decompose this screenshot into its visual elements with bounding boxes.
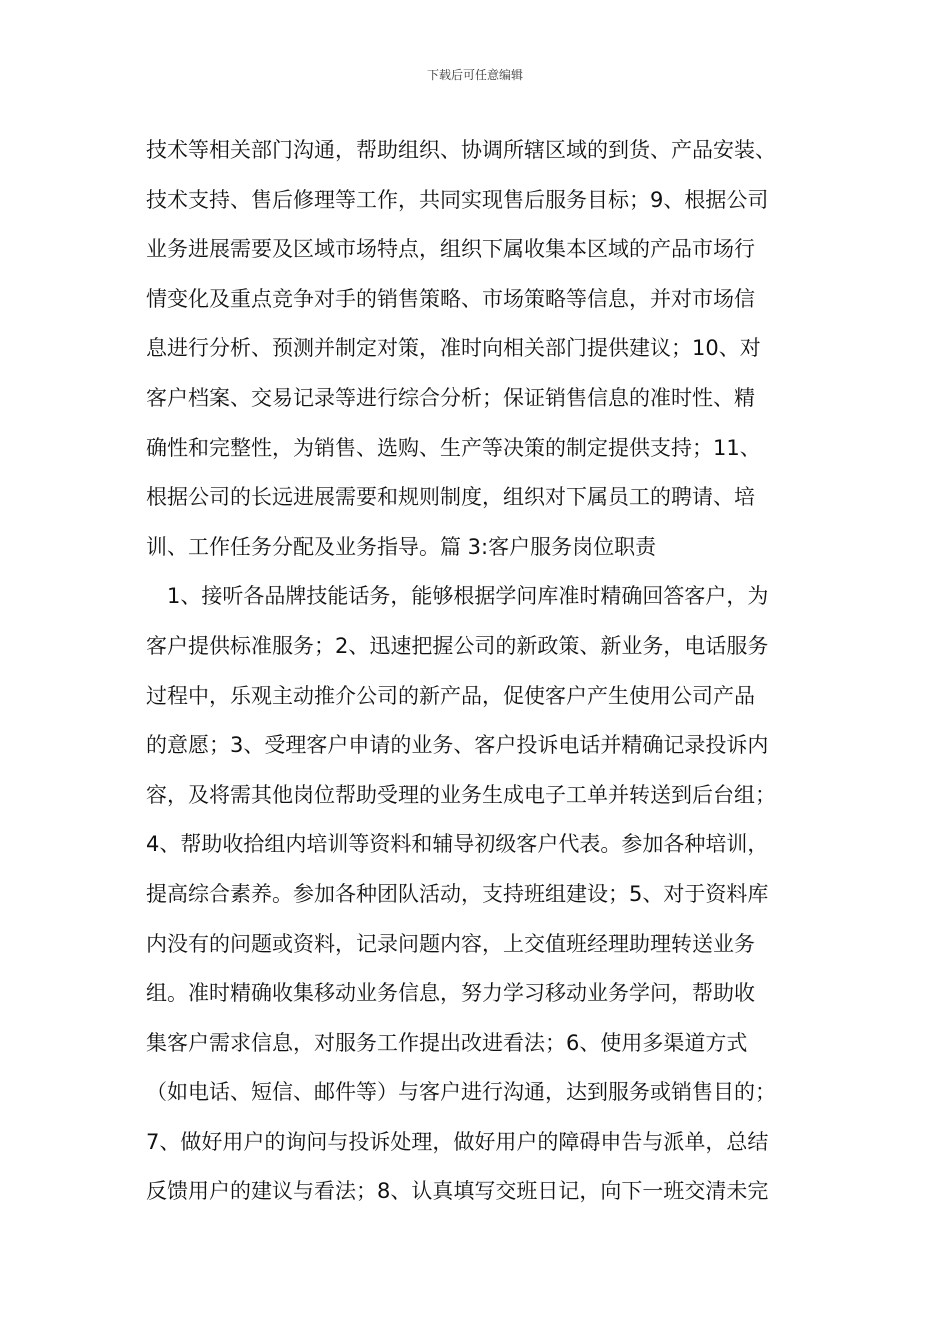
text-line: 客户档案、交易记录等进行综合分析；保证销售信息的准时性、精 [146, 385, 755, 410]
text-line: 容，及将需其他岗位帮助受理的业务生成电子工单并转送到后台组； [146, 782, 776, 807]
text-line: 情变化及重点竞争对手的销售策略、市场策略等信息，并对市场信 [146, 286, 755, 311]
text-line: 根据公司的长远进展需要和规则制度，组织对下属员工的聘请、培 [146, 485, 755, 510]
text-line: 组。准时精确收集移动业务信息，努力学习移动业务学问，帮助收 [146, 981, 755, 1006]
text-line: 集客户需求信息，对服务工作提出改进看法；6、使用多渠道方式 [146, 1030, 748, 1055]
document-body [146, 126, 816, 1217]
text-line: 息进行分析、预测并制定对策，准时向相关部门提供建议；10、对 [146, 336, 761, 361]
text-line: 客户提供标准服务；2、迅速把握公司的新政策、新业务，电话服务 [146, 633, 769, 658]
text-line: 反馈用户的建议与看法；8、认真填写交班日记，向下一班交清未完 [146, 1179, 769, 1204]
text-line: （如电话、短信、邮件等）与客户进行沟通，达到服务或销售目的； [146, 1080, 776, 1105]
text-line: 训、工作任务分配及业务指导。篇 3:客户服务岗位职责 [146, 534, 657, 559]
text-line: 4、帮助收拾组内培训等资料和辅导初级客户代表。参加各种培训， [146, 832, 769, 857]
text-line: 7、做好用户的询问与投诉处理，做好用户的障碍申告与派单，总结 [146, 1129, 769, 1154]
text-line: 内没有的问题或资料，记录问题内容，上交值班经理助理转送业务 [146, 931, 755, 956]
paragraph-start-line: 1、接听各品牌技能话务，能够根据学问库准时精确回答客户，为 [167, 584, 769, 609]
text-line: 技术支持、售后修理等工作，共同实现售后服务目标；9、根据公司 [146, 187, 769, 212]
text-line: 技术等相关部门沟通，帮助组织、协调所辖区域的到货、产品安装、 [146, 138, 776, 162]
page-header: 下载后可任意编辑 [426, 68, 523, 82]
text-line: 过程中，乐观主动推介公司的新产品，促使客户产生使用公司产品 [146, 683, 755, 708]
text-line: 确性和完整性，为销售、选购、生产等决策的制定提供支持；11、 [146, 435, 761, 460]
text-line: 业务进展需要及区域市场特点，组织下属收集本区域的产品市场行 [146, 237, 755, 262]
text-line: 提高综合素养。参加各种团队活动，支持班组建设；5、对于资料库 [146, 881, 769, 906]
text-line: 的意愿；3、受理客户申请的业务、客户投诉电话并精确记录投诉内 [146, 733, 769, 758]
